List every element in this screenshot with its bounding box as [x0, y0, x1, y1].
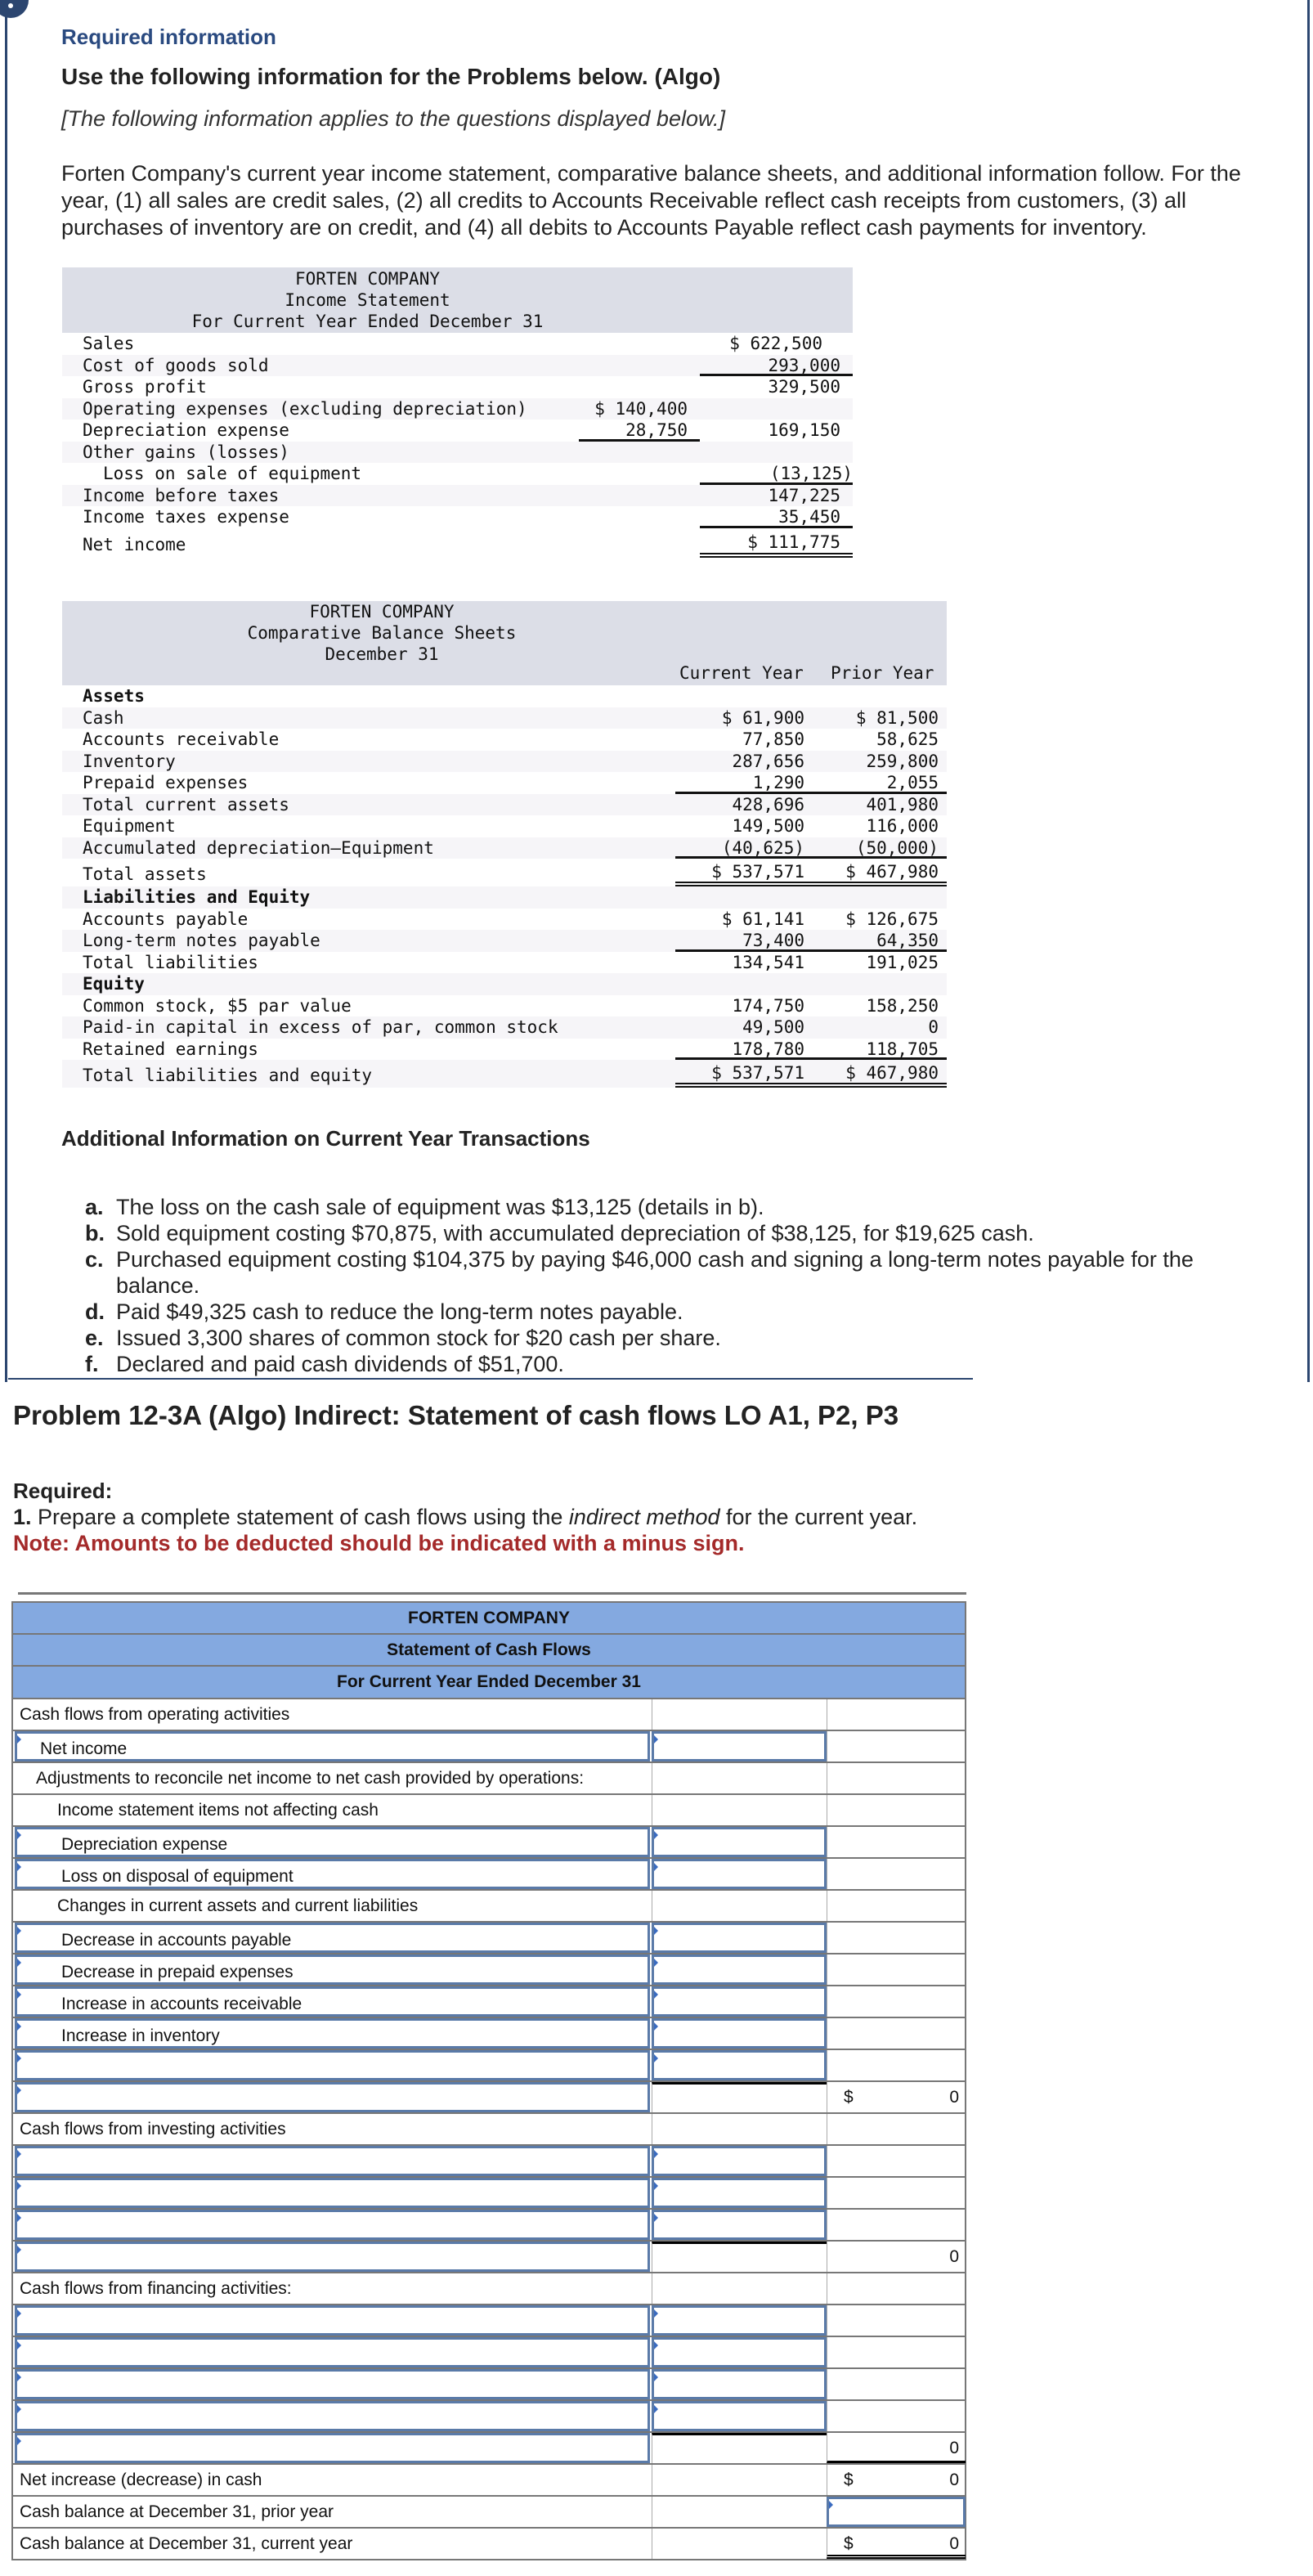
cf-statement-title: Statement of Cash Flows — [13, 1635, 965, 1667]
table-row: Equity — [62, 973, 947, 995]
dropdown-indicator-icon — [17, 2182, 21, 2190]
prior-year-value: $ 81,500 — [855, 707, 939, 728]
dropdown-indicator-icon — [654, 2022, 658, 2031]
table-row: Inventory 287,656 259,800 — [62, 751, 947, 773]
table-row: Operating expenses (excluding depreciation) $ 140,400 — [62, 398, 853, 420]
instructions-heading: Use the following information for the Problems below. (Algo) — [61, 64, 721, 89]
prior-year-value: 158,250 — [866, 995, 939, 1016]
amount-input[interactable] — [652, 2305, 827, 2336]
financing-row — [13, 2337, 965, 2369]
current-year-value: 149,500 — [732, 816, 804, 836]
row-label: Cash flows from investing activities — [20, 2119, 286, 2138]
dropdown-indicator-icon — [17, 1927, 21, 1935]
financing-row — [13, 2401, 965, 2433]
account-select[interactable] — [15, 2178, 650, 2208]
row-label: Loss on disposal of equipment — [61, 1866, 294, 1886]
dropdown-indicator-icon — [654, 1735, 658, 1744]
table-row: Accounts receivable 77,850 58,625 — [62, 729, 947, 751]
increase-ar-row — [13, 1986, 965, 2018]
financing-row — [13, 2305, 965, 2337]
prior-year-value: 2,055 — [818, 772, 947, 794]
account-label-select[interactable] — [15, 1731, 650, 1761]
table-row: Accounts payable $ 61,141 $ 126,675 — [62, 909, 947, 931]
prior-year-value — [818, 973, 947, 995]
row-label: Cash flows from operating activities — [20, 1704, 290, 1724]
total-cell — [827, 1891, 966, 1921]
total-cell — [827, 1827, 966, 1857]
net-income-row — [13, 1731, 965, 1763]
account-select[interactable] — [15, 2242, 650, 2272]
prior-year-value: 401,980 — [866, 794, 939, 815]
decrease-ap-row — [13, 1923, 965, 1954]
list-item: f. Declared and paid cash dividends of $51,700. — [85, 1352, 564, 1376]
amount-cell — [652, 2497, 827, 2527]
dropdown-indicator-icon — [654, 2150, 658, 2158]
account-select[interactable] — [15, 2433, 650, 2463]
current-year-value: 1,290 — [675, 772, 818, 794]
statement-title: Income Statement — [285, 290, 450, 310]
dropdown-indicator-icon — [654, 2309, 658, 2318]
amount-input[interactable] — [652, 2178, 827, 2208]
investing-activities-header — [13, 2114, 965, 2146]
row-label: Increase in accounts receivable — [61, 1994, 302, 2013]
total-cell — [827, 2146, 966, 2176]
dropdown-indicator-icon — [17, 1863, 21, 1871]
currency-symbol: $ — [844, 2087, 854, 2107]
current-year-value: 174,750 — [732, 995, 804, 1016]
depreciation-row — [13, 1827, 965, 1859]
current-year-value — [675, 685, 818, 707]
prior-year-value: $ 467,980 — [818, 859, 947, 886]
account-label-select[interactable] — [15, 1954, 650, 1985]
row-label: Decrease in accounts payable — [61, 1930, 292, 1950]
amount-input[interactable] — [652, 2369, 827, 2399]
table-row: Income before taxes 147,225 — [62, 485, 853, 507]
table-row: Loss on sale of equipment (13,125) — [103, 464, 853, 483]
table-row: Total liabilities and equity $ 537,571 $ 467,980 — [62, 1060, 947, 1088]
current-year-value: 287,656 — [732, 751, 804, 771]
row-label: Adjustments to reconcile net income to net cash provided by operations: — [36, 1768, 585, 1788]
prior-year-value: (50,000) — [818, 837, 947, 859]
financing-activities-header — [13, 2273, 965, 2305]
amount-input[interactable] — [652, 1986, 827, 2017]
total-cell — [827, 1763, 966, 1793]
dropdown-indicator-icon — [654, 1927, 658, 1935]
table-row: Cash $ 61,900 $ 81,500 — [62, 707, 947, 729]
table-row: Gross profit 329,500 — [83, 377, 840, 397]
total-cell — [827, 2305, 966, 2336]
amount-cell — [652, 1891, 827, 1921]
amount-input[interactable] — [652, 2050, 827, 2080]
total-cell — [827, 1699, 966, 1730]
dropdown-indicator-icon — [17, 2405, 21, 2413]
total-value: 0 — [949, 2438, 959, 2457]
row-label: Cash balance at December 31, prior year — [20, 2502, 334, 2521]
total-cell — [827, 2178, 966, 2208]
total-cell — [827, 1986, 966, 2017]
subtotal-cell — [827, 2082, 966, 2112]
dropdown-indicator-icon — [829, 2501, 833, 2509]
amount-cell — [652, 2114, 827, 2144]
row-label: Net income — [40, 1739, 128, 1758]
account-label-select[interactable] — [15, 1859, 650, 1889]
investing-row — [13, 2210, 965, 2242]
amount-input[interactable] — [652, 2401, 827, 2431]
current-year-value — [675, 886, 818, 909]
row-label: Increase in inventory — [61, 2026, 220, 2045]
prior-year-value: 259,800 — [866, 751, 939, 771]
total-cell — [827, 2018, 966, 2049]
amount-input[interactable] — [652, 2146, 827, 2176]
current-year-value: 77,850 — [742, 729, 804, 749]
dropdown-indicator-icon — [17, 1990, 21, 1999]
dropdown-indicator-icon — [17, 2309, 21, 2318]
prior-year-value: $ 467,980 — [818, 1060, 947, 1088]
account-select[interactable] — [15, 2337, 650, 2367]
dropdown-indicator-icon — [654, 2341, 658, 2349]
amount-input[interactable] — [652, 2018, 827, 2049]
statement-title: Comparative Balance Sheets — [247, 623, 517, 643]
subtotal-cell — [827, 2433, 966, 2463]
total-cell — [827, 2337, 966, 2367]
amount-input[interactable] — [652, 2210, 827, 2240]
operating-activities-header — [13, 1699, 965, 1731]
prior-year-value: 58,625 — [876, 729, 939, 749]
dropdown-indicator-icon — [654, 2214, 658, 2222]
row-label: Decrease in prepaid expenses — [61, 1962, 294, 1981]
account-select[interactable] — [15, 2082, 650, 2112]
table-row: Accumulated depreciation—Equipment (40,625) (50,000) — [62, 837, 947, 859]
current-year-value: 178,780 — [675, 1039, 818, 1061]
total-cell — [827, 2210, 966, 2240]
account-select[interactable] — [15, 2146, 650, 2176]
table-row: Equipment 149,500 116,000 — [62, 815, 947, 837]
balance-sheet-header — [62, 601, 947, 685]
minus-sign-note: Note: Amounts to be deducted should be indicated with a minus sign. — [13, 1531, 745, 1555]
dropdown-indicator-icon — [17, 2022, 21, 2031]
row-label: Cash balance at December 31, current year — [20, 2533, 353, 2553]
prior-year-value: 64,350 — [818, 930, 947, 952]
list-item: c. Purchased equipment costing $104,375 by paying $46,000 cash and signing a long-term notes payable for the balance. — [85, 1247, 1194, 1298]
amount-cell — [652, 2465, 827, 2495]
prior-year-value: $ 126,675 — [845, 909, 939, 929]
prior-year-value: 0 — [928, 1017, 939, 1037]
amount-input[interactable] — [652, 1923, 827, 1953]
total-value: 0 — [949, 2533, 959, 2553]
table-row: Total current assets 428,696 401,980 — [62, 794, 947, 816]
current-year-value — [675, 973, 818, 995]
current-year-value: $ 537,571 — [675, 1060, 818, 1088]
statement-period: For Current Year Ended December 31 — [191, 312, 544, 331]
column-header-prior-year: Prior Year — [831, 663, 934, 683]
column-header-current-year: Current Year — [679, 663, 804, 683]
account-select[interactable] — [15, 2369, 650, 2399]
dropdown-indicator-icon — [17, 1831, 21, 1839]
amount-cell — [652, 2082, 827, 2112]
income-statement-table — [62, 267, 853, 558]
intro-paragraph: Forten Company's current year income statement, comparative balance sheets, and additional information follow. For the year, (1) all sales are credit sales, (2) all credits to Accounts Receivable reflect cash receipts from customers, (3) all purchases of inventory are on credit, and (4) all debits to Accounts Payable reflect cash payments for inventory. — [61, 161, 1241, 240]
income-statement-header — [62, 267, 853, 333]
current-year-value: $ 61,141 — [721, 909, 804, 929]
dropdown-indicator-icon — [17, 2341, 21, 2349]
list-item: d. Paid $49,325 cash to reduce the long-term notes payable. — [85, 1299, 683, 1324]
account-select[interactable] — [15, 2210, 650, 2240]
current-year-value: $ 537,571 — [675, 859, 818, 886]
prior-year-value — [818, 886, 947, 909]
prior-year-value — [818, 685, 947, 707]
row-label: Net increase (decrease) in cash — [20, 2470, 262, 2489]
total-cell — [827, 1795, 966, 1825]
table-row: Depreciation expense 28,750 169,150 — [83, 420, 840, 440]
current-balance-row — [13, 2529, 965, 2560]
table-row: Paid-in capital in excess of par, common stock 49,500 0 — [62, 1016, 947, 1039]
account-select[interactable] — [15, 2305, 650, 2336]
list-item: a. The loss on the cash sale of equipment was $13,125 (details in b). — [85, 1195, 764, 1219]
dropdown-indicator-icon — [17, 2373, 21, 2381]
total-cell — [827, 2465, 966, 2495]
amount-cell — [652, 2529, 827, 2559]
table-row: Total liabilities 134,541 191,025 — [62, 952, 947, 974]
total-cell — [827, 1859, 966, 1889]
decrease-prepaid-row — [13, 1954, 965, 1986]
total-cell — [827, 1954, 966, 1985]
total-cell — [827, 2369, 966, 2399]
table-row: Other gains (losses) — [62, 442, 853, 464]
table-row: Retained earnings 178,780 118,705 — [62, 1039, 947, 1061]
account-label-select[interactable] — [15, 2018, 650, 2049]
investing-row — [13, 2178, 965, 2210]
dropdown-indicator-icon — [654, 1990, 658, 1999]
dropdown-indicator-icon — [654, 1959, 658, 1967]
subtotal-cell — [827, 2242, 966, 2272]
account-select[interactable] — [15, 2050, 650, 2080]
adjustments-header — [13, 1763, 965, 1795]
noncash-items-header — [13, 1795, 965, 1827]
net-increase-row — [13, 2465, 965, 2497]
current-year-value: 134,541 — [732, 952, 804, 972]
requirement-1: 1. Prepare a complete statement of cash flows using the indirect method for the current year. — [13, 1505, 918, 1529]
cf-company-name: FORTEN COMPANY — [13, 1603, 965, 1635]
account-label-select[interactable] — [15, 1986, 650, 2017]
table-row: Assets — [62, 685, 947, 707]
dropdown-indicator-icon — [17, 2054, 21, 2062]
statement-period: December 31 — [325, 644, 439, 664]
total-cell — [827, 2529, 966, 2559]
table-row: Prepaid expenses 1,290 2,055 — [62, 772, 947, 794]
financing-row — [13, 2369, 965, 2401]
company-name: FORTEN COMPANY — [309, 602, 455, 622]
current-year-value: $ 61,900 — [721, 707, 804, 728]
total-cell — [827, 2401, 966, 2431]
account-label-select[interactable] — [15, 1923, 650, 1953]
dropdown-indicator-icon — [654, 1831, 658, 1839]
info-panel-divider — [8, 1378, 973, 1380]
table-row: Income taxes expense 35,450 — [62, 506, 853, 528]
list-item: e. Issued 3,300 shares of common stock for $20 cash per share. — [85, 1326, 721, 1350]
dropdown-indicator-icon — [17, 1735, 21, 1744]
total-cell — [827, 2114, 966, 2144]
prior-year-value: 191,025 — [866, 952, 939, 972]
prior-year-value: 118,705 — [818, 1039, 947, 1061]
total-cell — [827, 1731, 966, 1761]
cash-flow-statement-table — [11, 1601, 966, 2560]
problem-title: Problem 12-3A (Algo) Indirect: Statement of cash flows LO A1, P2, P3 — [13, 1400, 899, 1430]
additional-info-list — [85, 1194, 1254, 1377]
investing-total-row — [13, 2242, 965, 2273]
dropdown-indicator-icon — [17, 1959, 21, 1967]
required-information-heading: Required information — [61, 25, 276, 49]
amount-cell — [652, 1699, 827, 1730]
table-row: Cost of goods sold 293,000 — [62, 355, 853, 377]
current-year-value: 49,500 — [742, 1017, 804, 1037]
total-value: 0 — [949, 2470, 959, 2489]
amount-input[interactable] — [652, 1827, 827, 1857]
currency-symbol: $ — [844, 2470, 854, 2489]
row-label: Depreciation expense — [61, 1834, 228, 1854]
required-label: Required: — [13, 1479, 113, 1503]
current-year-value: 428,696 — [732, 794, 804, 815]
amount-cell — [652, 1763, 827, 1793]
section-divider — [18, 1592, 966, 1595]
investing-row — [13, 2146, 965, 2178]
financing-total-row — [13, 2433, 965, 2465]
total-value: 0 — [949, 2087, 959, 2107]
table-row: Total assets $ 537,571 $ 467,980 — [62, 859, 947, 886]
list-item: b. Sold equipment costing $70,875, with accumulated depreciation of $38,125, for $19,625 cash. — [85, 1221, 1034, 1245]
dropdown-indicator-icon — [654, 2182, 658, 2190]
amount-input[interactable] — [652, 1954, 827, 1985]
table-row: Long-term notes payable 73,400 64,350 — [62, 930, 947, 952]
amount-input[interactable] — [652, 1731, 827, 1761]
prior-cash-balance-input[interactable] — [827, 2497, 966, 2527]
info-icon — [0, 0, 29, 18]
total-cell — [827, 1923, 966, 1953]
total-cell — [827, 2050, 966, 2080]
operating-total-row — [13, 2082, 965, 2114]
account-select[interactable] — [15, 2401, 650, 2431]
total-value: 0 — [949, 2246, 959, 2266]
amount-input[interactable] — [652, 2337, 827, 2367]
row-label: Income statement items not affecting cash — [57, 1800, 379, 1820]
current-year-value: (40,625) — [675, 837, 818, 859]
account-label-select[interactable] — [15, 1827, 650, 1857]
amount-input[interactable] — [652, 1859, 827, 1889]
dropdown-indicator-icon — [17, 2150, 21, 2158]
total-cell — [827, 2273, 966, 2304]
table-row: Common stock, $5 par value 174,750 158,250 — [62, 995, 947, 1017]
balance-sheet-table — [62, 601, 947, 1088]
increase-inventory-row — [13, 2018, 965, 2050]
dropdown-indicator-icon — [17, 2086, 21, 2094]
row-label: Changes in current assets and current liabilities — [57, 1896, 419, 1915]
cf-statement-period: For Current Year Ended December 31 — [13, 1667, 965, 1699]
dropdown-indicator-icon — [654, 1863, 658, 1871]
currency-symbol: $ — [844, 2533, 854, 2553]
amount-cell — [652, 2242, 827, 2272]
dropdown-indicator-icon — [17, 2246, 21, 2254]
dropdown-indicator-icon — [17, 2437, 21, 2445]
loss-disposal-row — [13, 1859, 965, 1891]
working-capital-header — [13, 1891, 965, 1923]
operating-blank-row — [13, 2050, 965, 2082]
amount-cell — [652, 1795, 827, 1825]
amount-cell — [652, 2433, 827, 2463]
dropdown-indicator-icon — [654, 2405, 658, 2413]
prior-balance-row — [13, 2497, 965, 2529]
prior-year-value: 116,000 — [866, 816, 939, 836]
dropdown-indicator-icon — [654, 2373, 658, 2381]
current-year-value: 73,400 — [675, 930, 818, 952]
dropdown-indicator-icon — [17, 2214, 21, 2222]
table-row: Liabilities and Equity — [62, 886, 947, 909]
table-row: Sales $ 622,500 — [83, 334, 822, 353]
company-name: FORTEN COMPANY — [294, 269, 440, 289]
amount-cell — [652, 2273, 827, 2304]
table-row: Net income $ 111,775 — [62, 528, 853, 558]
additional-info-heading: Additional Information on Current Year Transactions — [61, 1126, 590, 1151]
row-label: Cash flows from financing activities: — [20, 2278, 292, 2298]
applies-note: [The following information applies to the questions displayed below.] — [61, 106, 725, 131]
dropdown-indicator-icon — [654, 2054, 658, 2062]
